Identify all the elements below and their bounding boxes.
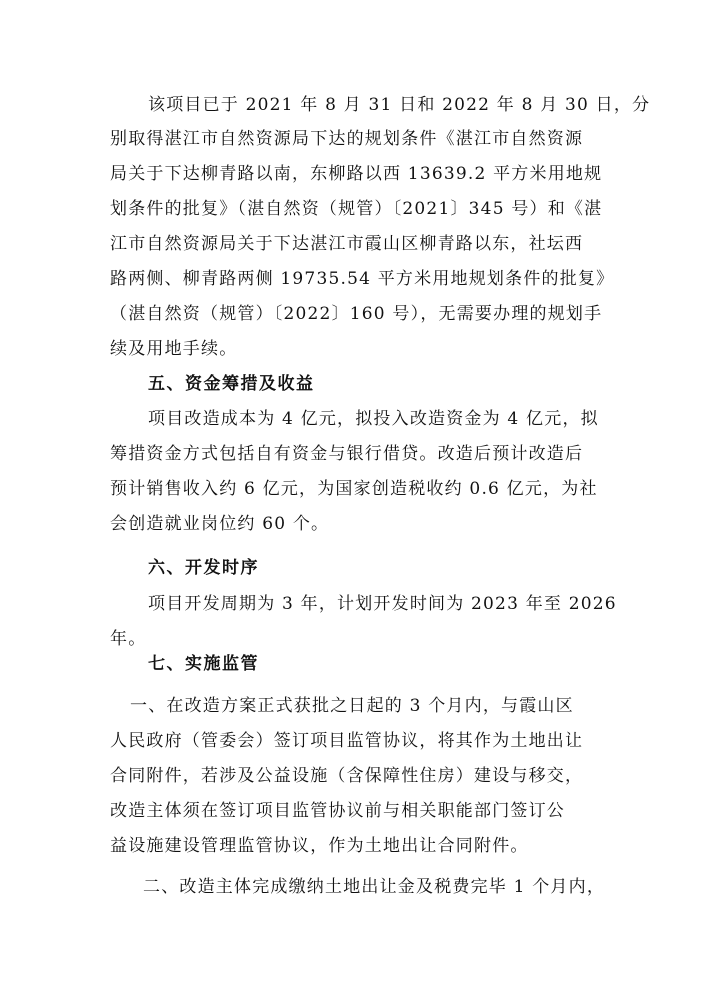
- paragraph-line: 改造主体须在签订项目监管协议前与相关职能部门签订公: [110, 801, 565, 821]
- paragraph-line: 局关于下达柳青路以南，东柳路以西 13639.2 平方米用地规: [110, 164, 603, 184]
- paragraph-line: 别取得湛江市自然资源局下达的规划条件《湛江市自然资源: [110, 129, 584, 149]
- section-heading-schedule: 六、开发时序: [148, 558, 259, 578]
- paragraph-line: 益设施建设管理监管协议，作为土地出让合同附件。: [110, 836, 529, 856]
- paragraph-line: 预计销售收入约 6 亿元，为国家创造税收约 0.6 亿元，为社: [110, 479, 598, 499]
- paragraph-line: 合同附件，若涉及公益设施（含保障性住房）建设与移交，: [110, 766, 584, 786]
- paragraph-line: 续及用地手续。: [110, 339, 238, 359]
- paragraph-line: 年。: [110, 629, 147, 649]
- paragraph-line: 项目改造成本为 4 亿元，拟投入改造资金为 4 亿元，拟: [148, 409, 599, 429]
- paragraph-line: 划条件的批复》（湛自然资（规管）〔2021〕345 号）和《湛: [110, 199, 603, 219]
- paragraph-line: 项目开发周期为 3 年，计划开发时间为 2023 年至 2026: [148, 594, 617, 614]
- paragraph-line: 该项目已于 2021 年 8 月 31 日和 2022 年 8 月 30 日，分: [148, 95, 651, 115]
- paragraph-line: 江市自然资源局关于下达湛江市霞山区柳青路以东，社坛西: [110, 234, 584, 254]
- paragraph-line: 会创造就业岗位约 60 个。: [110, 514, 330, 534]
- paragraph-line: 人民政府（管委会）签订项目监管协议，将其作为土地出让: [110, 731, 584, 751]
- paragraph-line: 二、改造主体完成缴纳土地出让金及税费完毕 1 个月内，: [143, 877, 606, 897]
- paragraph-line: 路两侧、柳青路两侧 19735.54 平方米用地规划条件的批复》: [110, 269, 615, 289]
- paragraph-line: 筹措资金方式包括自有资金与银行借贷。改造后预计改造后: [110, 444, 584, 464]
- section-heading-supervision: 七、实施监管: [148, 654, 259, 674]
- paragraph-line: （湛自然资（规管）〔2022〕160 号），无需要办理的规划手: [110, 304, 603, 324]
- paragraph-line: 一、在改造方案正式获批之日起的 3 个月内，与霞山区: [130, 696, 574, 716]
- section-heading-funding: 五、资金筹措及收益: [148, 374, 315, 394]
